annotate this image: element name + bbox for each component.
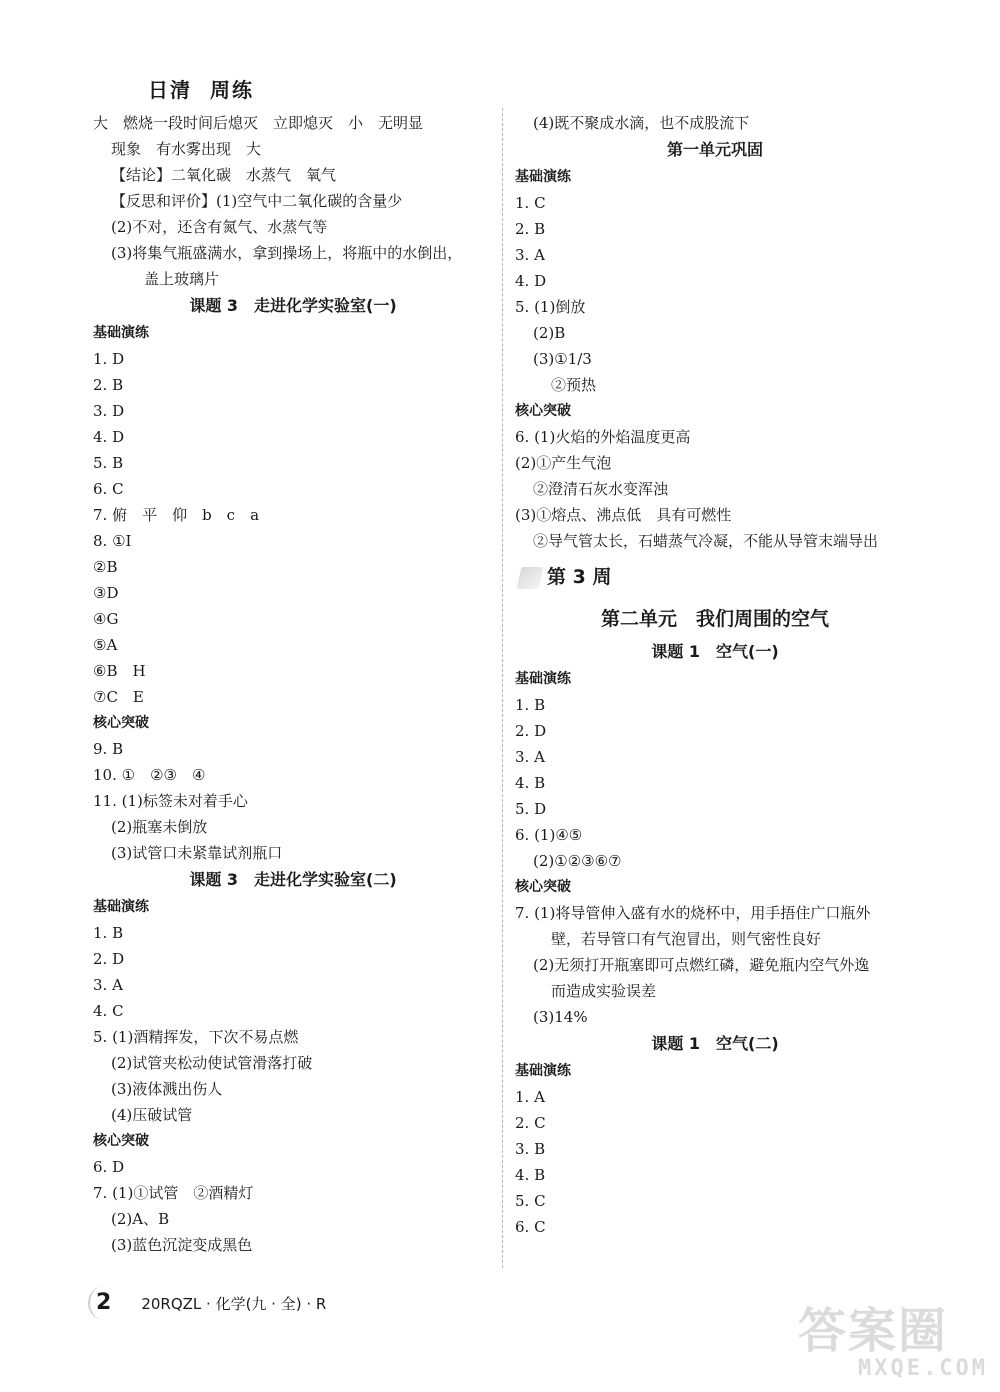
answer-line: 3. D	[93, 402, 125, 420]
watermark-url: MXQE.COM	[858, 1356, 988, 1381]
answer-line: 4. D	[515, 272, 547, 290]
answer-line: 2. D	[93, 950, 125, 968]
answer-line: 4. D	[93, 428, 125, 446]
answer-line: 7. 俯 平 仰 b c a	[93, 506, 260, 524]
answer-line: 6. D	[93, 1158, 125, 1176]
answer-line: ②预热	[551, 376, 597, 394]
answer-line: 3. A	[93, 976, 123, 994]
answer-line: 1. C	[515, 194, 546, 212]
answer-line: 6. C	[515, 1218, 546, 1236]
text-line: (2)不对，还含有氮气、水蒸气等	[111, 218, 328, 236]
watermark-logo	[798, 1303, 988, 1386]
answer-line: 3. B	[515, 1140, 546, 1158]
section-label-core: 核心突破	[515, 879, 571, 895]
text-line: (3)将集气瓶盛满水，拿到操场上，将瓶中的水倒出，	[111, 244, 463, 262]
answer-line: 6. (1)④⑤	[515, 826, 583, 844]
answer-line: (3)14%	[533, 1008, 588, 1026]
answer-line: 2. B	[93, 376, 124, 394]
section-label-core: 核心突破	[515, 403, 571, 419]
text-line: 盖上玻璃片	[129, 270, 220, 288]
answer-line: 9. B	[93, 740, 124, 758]
answer-line: ②澄清石灰水变浑浊	[533, 480, 669, 498]
answer-line: 8. ①I	[93, 532, 132, 550]
answer-line: 1. B	[93, 924, 124, 942]
lesson-title: 课题 3 走进化学实验室(一)	[189, 296, 397, 315]
left-column	[93, 110, 493, 1258]
answer-line: ②导气管太长，石蜡蒸气冷凝，不能从导管末端导出	[533, 532, 879, 550]
answer-line: (2)试管夹松动使试管滑落打破	[111, 1054, 313, 1072]
answer-line: ④G	[93, 610, 119, 628]
text-line: 大 燃烧一段时间后熄灭 立即熄灭 小 无明显	[93, 114, 424, 132]
watermark-text: 答案圈	[798, 1303, 949, 1359]
answer-line: 5. D	[515, 800, 547, 818]
answer-line: 1. B	[515, 696, 546, 714]
answer-line: 11. (1)标签未对着手心	[93, 792, 248, 810]
answer-line: 5. B	[93, 454, 124, 472]
page-footer	[96, 1290, 326, 1315]
answer-line: 4. B	[515, 774, 546, 792]
unit-review-title: 第一单元巩固	[666, 140, 763, 159]
answer-line: ⑦C E	[93, 688, 144, 706]
section-label-basic: 基础演练	[93, 899, 149, 915]
answer-line: 而造成实验误差	[551, 982, 657, 1000]
answer-line: (2)B	[533, 324, 566, 342]
book-code: 20RQZL · 化学(九 · 全) · R	[141, 1295, 327, 1313]
answer-line: 5. (1)酒精挥发，下次不易点燃	[93, 1028, 299, 1046]
answer-line: ⑤A	[93, 636, 118, 654]
right-column	[515, 110, 915, 1240]
answer-line: 2. C	[515, 1114, 546, 1132]
answer-line: ⑥B H	[93, 662, 146, 680]
answer-line: (3)液体溅出伤人	[111, 1080, 223, 1098]
page-number: 2	[96, 1290, 112, 1315]
answer-line: 5. (1)倒放	[515, 298, 586, 316]
section-label-basic: 基础演练	[93, 325, 149, 341]
text-line: 现象 有水雾出现 大	[111, 140, 262, 158]
answer-line: 4. C	[93, 1002, 124, 1020]
answer-line: (3)①1/3	[533, 350, 592, 368]
answer-line: ③D	[93, 584, 119, 602]
unit-title: 第二单元 我们周围的空气	[600, 608, 829, 630]
header-word-1: 日清	[148, 78, 192, 102]
answer-line: (2)无须打开瓶塞即可点燃红磷，避免瓶内空气外逸	[533, 956, 870, 974]
text-line: 【反思和评价】(1)空气中二氧化碳的含量少	[111, 192, 403, 210]
answer-line: 3. A	[515, 246, 545, 264]
section-label-basic: 基础演练	[515, 1063, 571, 1079]
answer-line: 7. (1)将导管伸入盛有水的烧杯中，用手捂住广口瓶外	[515, 904, 871, 922]
text-line: (4)既不聚成水滴，也不成股流下	[533, 114, 750, 132]
week-marker-icon	[517, 567, 544, 589]
week-label: 第 3 周	[547, 566, 612, 588]
answer-line: (4)压破试管	[111, 1106, 193, 1124]
page-header	[148, 74, 272, 103]
text-line: 【结论】二氧化碳 水蒸气 氧气	[111, 166, 337, 184]
answer-line: 壁，若导管口有气泡冒出，则气密性良好	[551, 930, 822, 948]
answer-line: 1. A	[515, 1088, 545, 1106]
header-word-2: 周练	[210, 78, 254, 102]
answer-line: 3. A	[515, 748, 545, 766]
section-label-core: 核心突破	[93, 715, 149, 731]
answer-line: 5. C	[515, 1192, 546, 1210]
lesson-title: 课题 3 走进化学实验室(二)	[189, 870, 397, 889]
lesson-title: 课题 1 空气(一)	[651, 642, 779, 661]
section-label-core: 核心突破	[93, 1133, 149, 1149]
answer-line: 7. (1)①试管 ②酒精灯	[93, 1184, 254, 1202]
answer-line: 6. C	[93, 480, 124, 498]
answer-line: (2)①产生气泡	[515, 454, 612, 472]
answer-line: (2)A、B	[111, 1210, 170, 1228]
answer-line: 2. B	[515, 220, 546, 238]
week-heading	[515, 554, 915, 600]
answer-line: (3)试管口未紧靠试剂瓶口	[111, 844, 283, 862]
section-label-basic: 基础演练	[515, 169, 571, 185]
answer-line: (3)①熔点、沸点低 具有可燃性	[515, 506, 732, 524]
column-divider	[502, 108, 503, 1268]
section-label-basic: 基础演练	[515, 671, 571, 687]
answer-line: (2)瓶塞未倒放	[111, 818, 208, 836]
answer-line: (3)蓝色沉淀变成黑色	[111, 1236, 253, 1254]
answer-line: 10. ① ②③ ④	[93, 766, 206, 784]
answer-line: (2)①②③⑥⑦	[533, 852, 622, 870]
answer-line: 2. D	[515, 722, 547, 740]
answer-line: 6. (1)火焰的外焰温度更高	[515, 428, 691, 446]
answer-line: 1. D	[93, 350, 125, 368]
lesson-title: 课题 1 空气(二)	[651, 1034, 779, 1053]
answer-line: 4. B	[515, 1166, 546, 1184]
answer-line: ②B	[93, 558, 118, 576]
